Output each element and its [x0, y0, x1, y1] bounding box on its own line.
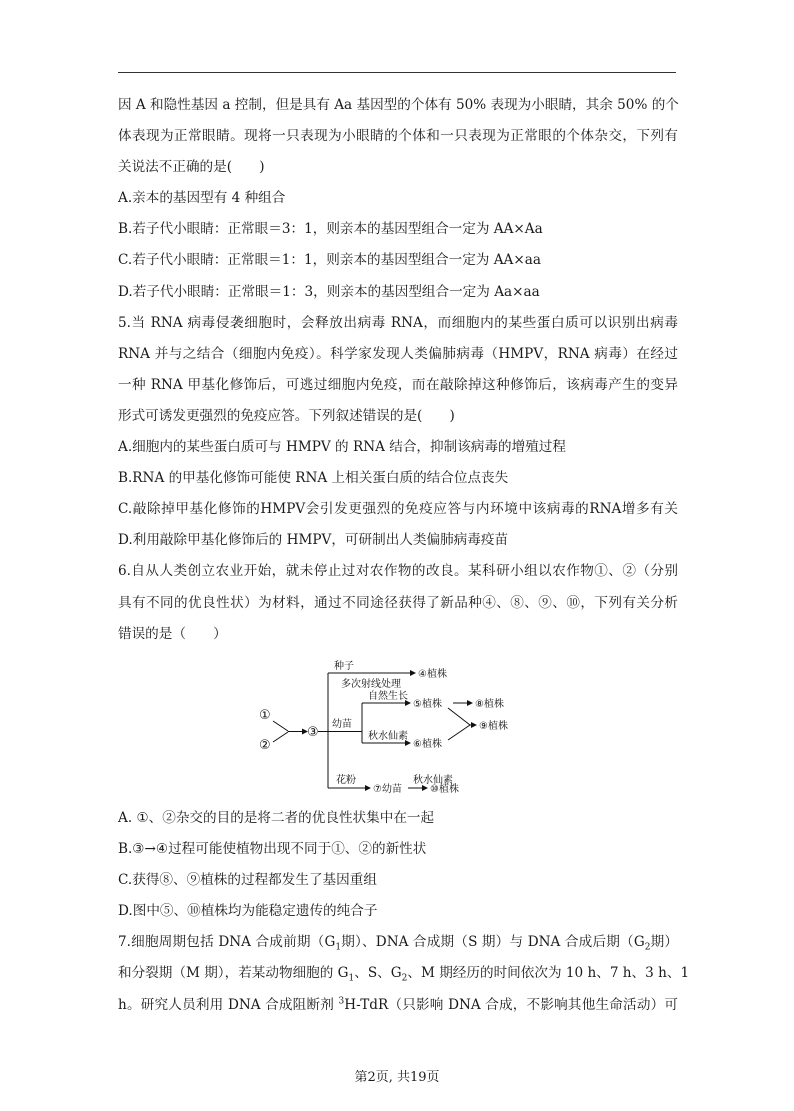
plant-6: ⑥植株 [413, 739, 442, 750]
question-5-stem: 5.当 RNA 病毒侵袭细胞时，会释放出病毒 RNA，而细胞内的某些蛋白质可以识别出病毒 [118, 314, 678, 331]
breeding-diagram [250, 655, 530, 805]
option-c: C.敲除掉甲基化修饰的HMPV会引发更强烈的免疫应答与内环境中该病毒的RNA增多有关 [118, 501, 678, 518]
option-b: B.③→④过程可能使植物出现不同于①、②的新性状 [118, 841, 427, 858]
question-7-line: 7.细胞周期包括 DNA 合成前期（$G_1$期）、DNA 合成期（S 期）与 DNA 合成后期（$G_2$期） [118, 934, 678, 954]
question-6-stem: 错误的是（ ） [118, 625, 227, 642]
label-seedling: 幼苗 [332, 719, 352, 730]
label-natural: 自然生长 [368, 691, 408, 702]
label-colchicine: 秋水仙素 [368, 731, 408, 742]
plant-5: ⑤植株 [413, 699, 442, 710]
merge-line [273, 732, 288, 742]
option-a: A.细胞内的某些蛋白质可与 HMPV 的 RNA 结合，抑制该病毒的增殖过程 [118, 439, 566, 456]
header-rule [118, 72, 676, 73]
node-1: ① [259, 708, 271, 723]
plant-8: ⑧植株 [475, 699, 504, 710]
label-seed: 种子 [334, 661, 354, 672]
plant-9: ⑨植株 [479, 721, 508, 732]
label-radiation: 多次射线处理 [341, 679, 401, 690]
question-7-line: h。研究人员利用 DNA 合成阻断剂 $^3$H-TdR（只影响 DNA 合成，不影响其他生命活动）可 [118, 996, 679, 1013]
option-c: C.若子代小眼睛：正常眼＝1：1，则亲本的基因型组合一定为 AA×aa [118, 252, 541, 269]
option-a: A.亲本的基因型有 4 种组合 [118, 190, 286, 207]
text-line: 体表现为正常眼睛。现将一只表现为小眼睛的个体和一只表现为正常眼的个体杂交，下列有 [118, 128, 678, 145]
node-2: ② [259, 738, 271, 753]
question-6-stem: 6.自从人类创立农业开始，就未停止过对农作物的改良。某科研小组以农作物①、②（分别 [118, 563, 678, 580]
seedling-7: ⑦幼苗 [373, 784, 402, 795]
question-7-line: 和分裂期（M 期），若某动物细胞的 $G_1$、S、$G_2$、M 期经历的时间依次为 10 h、7 h、3 h、1 [118, 965, 690, 985]
node-3: ③ [307, 725, 319, 740]
option-b: B.RNA 的甲基化修饰可能使 RNA 上相关蛋白质的结合位点丧失 [118, 470, 509, 487]
text-line: 因 A 和隐性基因 a 控制，但是具有 Aa 基因型的个体有 50% 表现为小眼睛，其余 50% 的个 [118, 97, 679, 113]
page-footer: 第2页, 共19页 [354, 1070, 440, 1085]
merge-line [448, 725, 470, 740]
option-b: B.若子代小眼睛：正常眼＝3：1，则亲本的基因型组合一定为 AA×Aa [118, 221, 543, 238]
question-5-stem: 形式可诱发更强烈的免疫应答。下列叙述错误的是( ) [118, 407, 455, 424]
plant-4: ④植株 [418, 669, 447, 680]
question-6-options [118, 808, 690, 1026]
option-d: D.利用敲除甲基化修饰后的 HMPV，可研制出人类偏肺病毒疫苗 [118, 532, 509, 549]
question-6-stem: 具有不同的优良性状）为材料，通过不同途径获得了新品种④、⑧、⑨、⑩，下列有关分析 [118, 594, 678, 611]
option-c: C.获得⑧、⑨植株的过程都发生了基因重组 [118, 872, 377, 889]
merge-line [273, 721, 288, 731]
plant-10: ⑩植株 [430, 784, 459, 795]
page-content [118, 95, 678, 655]
label-colchicine: 秋水仙素 [413, 775, 453, 786]
text-line: 关说法不正确的是( ) [118, 159, 265, 176]
option-d: D.若子代小眼睛：正常眼＝1：3，则亲本的基因型组合一定为 Aa×aa [118, 283, 540, 300]
question-5-stem: RNA 并与之结合（细胞内免疫）。科学家发现人类偏肺病毒（HMPV，RNA 病毒）在经过 [118, 345, 678, 362]
option-a: A. ①、②杂交的目的是将二者的优良性状集中在一起 [118, 810, 435, 826]
question-5-stem: 一种 RNA 甲基化修饰后，可逃过细胞内免疫，而在敲除掉这种修饰后，该病毒产生的变异 [118, 376, 678, 393]
merge-line [448, 708, 470, 725]
option-d: D.图中⑤、⑩植株均为能稳定遗传的纯合子 [118, 903, 378, 920]
label-pollen: 花粉 [336, 775, 356, 786]
